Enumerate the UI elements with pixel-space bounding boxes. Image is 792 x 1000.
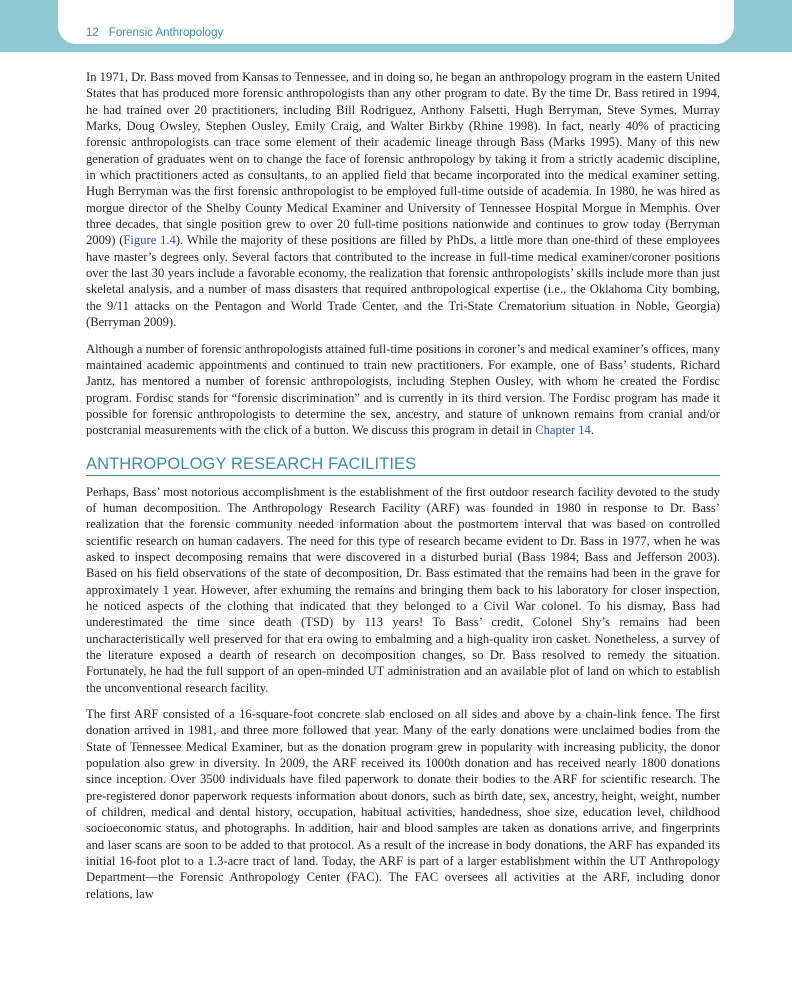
running-title: Forensic Anthropology: [108, 27, 224, 39]
paragraph-1-text-b: ). While the majority of these positions are filled by PhDs, a little more than one-third of these employees have master’s degrees only. Several factors that contributed to the increase in full-time medical examiner/coroner positions over the last 30 years include a favorable economy, the realization that forensic anthropologists’ skills include more than just skeletal analysis, and a number of mass disasters that required anthropological expertise (i.e., the Oklahoma City bombing, the 9/11 attacks on the Pentagon and World Trade Center, and the Tri-State Crematorium situation in Noble, Georgia) (Berryman 2009).: [86, 233, 720, 330]
running-head: [86, 27, 223, 39]
paragraph-2-text-a: Although a number of forensic anthropologists attained full-time positions in coroner’s and medical examiner’s offices, many maintained academic appointments and continued to train new practitioners. For example, one of Bass’ students, Richard Jantz, has mentored a number of forensic anthropologists, including Stephen Ousley, with whom he created the Fordisc program. Fordisc stands for “forensic discrimination” and is currently in its third version. The Fordisc program has made it possible for forensic anthropologists to determine the sex, ancestry, and stature of unknown remains from cranial and/or postcranial measurements with the click of a button. We discuss this program in detail in: [86, 341, 720, 438]
paragraph-4: The first ARF consisted of a 16-square-foot concrete slab enclosed on all sides and above by a chain-link fence. The first donation arrived in 1981, and three more followed that year. Many of the early donations were unclaimed bodies from the State of Tennessee Medical Examiner, but as the donation program grew in popularity with increasing publicity, the donor population also grew in diversity. In 2009, the ARF received its 1000th donation and has received nearly 1800 donations since inception. Over 3500 individuals have filed paperwork to donate their bodies to the ARF for scientific research. The pre-registered donor paperwork requests information about donors, such as birth date, sex, ancestry, height, weight, number of children, medical and dental history, occupation, habitual activities, handedness, shoe size, education level, childhood socioeconomic status, and photographs. In addition, hair and blood samples are taken as donations arrive, and fingerprints and laser scans are soon to be added to that protocol. As a result of the increase in body donations, the ARF has expanded its initial 16-foot plot to a 1.3-acre tract of land. Today, the ARF is part of a larger establishment within the UT Anthropology Department—the Forensic Anthropology Center (FAC). The FAC oversees all activities at the ARF, including donor relations, law: [86, 707, 720, 901]
page-content: [86, 69, 720, 912]
paragraph-3: Perhaps, Bass’ most notorious accomplishment is the establishment of the first outdoor research facility devoted to the study of human decomposition. The Anthropology Research Facility (ARF) was founded in 1980 in response to Dr. Bass’ realization that the forensic community needed information about the postmortem interval that was based on controlled scientific research on human cadavers. The need for this type of research became evident to Dr. Bass in 1977, when he was asked to inspect decomposing remains that were discovered in a disturbed burial (Bass 1984; Bass and Jefferson 2003). Based on his field observations of the state of decomposition, Dr. Bass estimated that the remains had been in the grave for approximately 1 year. However, after exhuming the remains and bringing them back to his laboratory for closer inspection, he noticed aspects of the clothing that indicated that they belonged to a Civil War colonel. To his dismay, Bass had underestimated the time since death (TSD) by 113 years! To Bass’ credit, Colonel Shy’s remains had been uncharacteristically well preserved for that era owing to embalming and a high-quality iron casket. Nonetheless, a survey of the literature exposed a dearth of research on decomposition changes, so Dr. Bass resolved to remedy the situation. Fortunately, he had the full support of an open-minded UT administration and an available plot of land on which to establish the unconventional research facility.: [86, 484, 720, 695]
paragraph-1-text-a: In 1971, Dr. Bass moved from Kansas to Tennessee, and in doing so, he began an anthropology program in the eastern United States that has produced more forensic anthropologists than any other program to date. By the time Dr. Bass retired in 1994, he had trained over 20 practitioners, including Bill Rodriguez, Anthony Falsetti, Hugh Berryman, Steve Symes, Murray Marks, Doug Owsley, Stephen Ousley, Emily Craig, and Walter Birkby (Rhine 1998). In fact, nearly 40% of practicing forensic anthropologists can trace some element of their academic lineage through Bass (Marks 1995). Many of this new generation of graduates went on to change the face of forensic anthropology by taking it from a strictly academic discipline, in which practitioners acted as consultants, to an applied field that became incorporated into the medical examiner setting. Hugh Berryman was the first forensic anthropologist to be employed full-time outside of academia. In 1980, he was hired as morgue director of the Shelby County Medical Examiner and University of Tennessee Hospital Morgue in Memphis. Over three decades, that single position grew to over 20 full-time positions nationwide and continues to grow today (Berryman 2009) (: [86, 70, 720, 248]
section-heading: ANTHROPOLOGY RESEARCH FACILITIES: [86, 455, 720, 476]
figure-1-4-link[interactable]: Figure 1.4: [123, 233, 176, 248]
paragraph-2-text-b: .: [590, 423, 594, 438]
page-number: 12: [86, 27, 99, 39]
chapter-14-link[interactable]: Chapter 14: [535, 423, 591, 438]
paragraph-2: [86, 341, 720, 439]
paragraph-1: [86, 69, 720, 331]
